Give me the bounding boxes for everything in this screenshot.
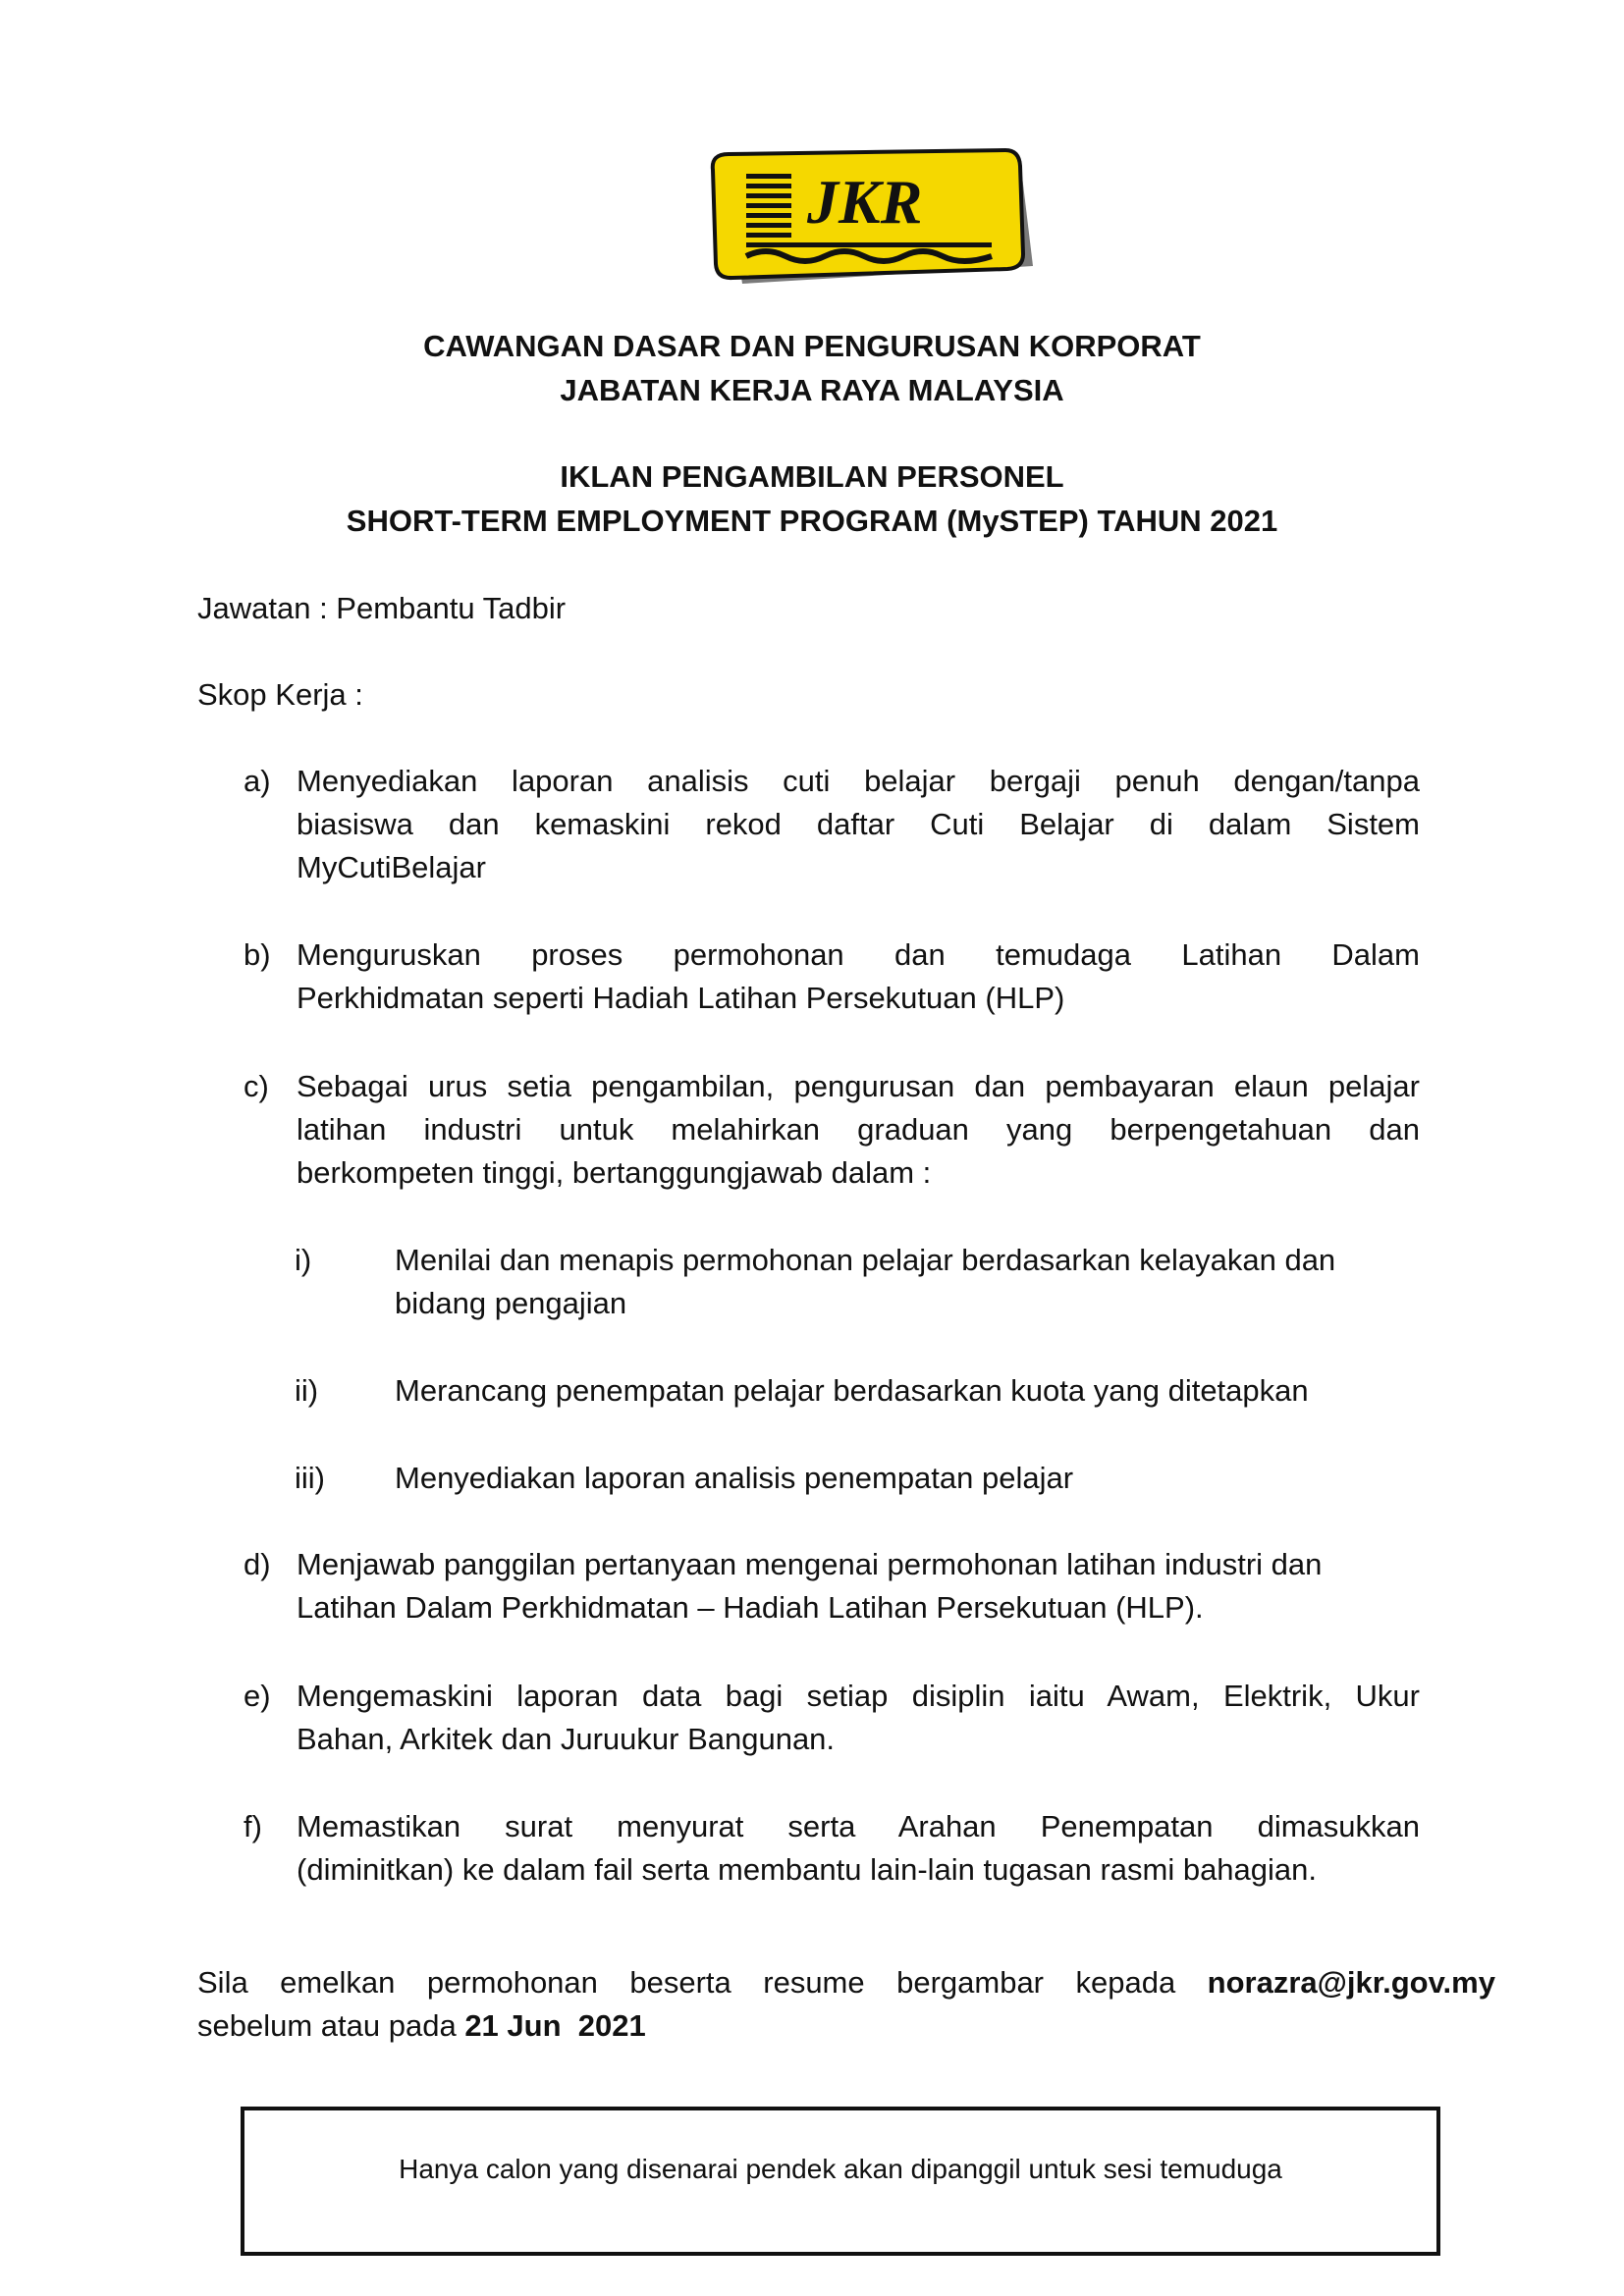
text-line: berkompeten tinggi, bertanggungjawab dalam : xyxy=(297,1155,932,1190)
text-word: bergambar xyxy=(896,1965,1045,2000)
instructions-line-1 xyxy=(197,1961,1495,2004)
shortlist-notice-text: Hanya calon yang disenarai pendek akan dipanggil untuk sesi temuduga xyxy=(399,2154,1282,2184)
text-line: (diminitkan) ke dalam fail serta membantu lain-lain tugasan rasmi bahagian. xyxy=(297,1852,1318,1887)
list-marker: e) xyxy=(244,1679,271,1713)
text-line: Menjawab panggilan pertanyaan mengenai permohonan latihan industri dan xyxy=(297,1547,1323,1581)
header-ad-title: IKLAN PENGAMBILAN PERSONEL xyxy=(560,459,1064,494)
text-line: Sebagai urus setia pengambilan, pengurusan dan pembayaran elaun pelajar xyxy=(297,1069,1420,1103)
text-word: Sila xyxy=(197,1965,248,2000)
text-line: Bahan, Arkitek dan Juruukur Bangunan. xyxy=(297,1722,836,1756)
scope-label: Skop Kerja : xyxy=(197,677,363,712)
jkr-logo xyxy=(699,144,1033,292)
sub-list-marker: ii) xyxy=(295,1373,319,1408)
list-marker: b) xyxy=(244,937,271,972)
logo-text: JKR xyxy=(807,167,923,237)
text-word: resume xyxy=(763,1965,865,2000)
sub-list-marker: i) xyxy=(295,1243,312,1277)
position-line: Jawatan : Pembantu Tadbir xyxy=(197,591,567,625)
text-word: permohonan xyxy=(426,1965,598,2000)
list-marker: a) xyxy=(244,764,271,798)
application-instructions xyxy=(197,1961,1495,2048)
text-line: Menilai dan menapis permohonan pelajar berdasarkan kelayakan dan xyxy=(395,1243,1336,1277)
list-marker: c) xyxy=(244,1069,269,1103)
text-line: Menyediakan laporan analisis cuti belajar bergaji penuh dengan/tanpa xyxy=(297,764,1420,798)
text-line: Merancang penempatan pelajar berdasarkan kuota yang ditetapkan xyxy=(395,1373,1309,1408)
list-item-text xyxy=(297,760,1420,889)
text-word: kepada xyxy=(1075,1965,1176,2000)
header-agency: JABATAN KERJA RAYA MALAYSIA xyxy=(560,373,1064,407)
shortlist-notice-box xyxy=(241,2107,1440,2256)
text-line: latihan industri untuk melahirkan graduan yang berpengetahuan dan xyxy=(297,1112,1420,1147)
text-line: Perkhidmatan seperti Hadiah Latihan Persekutuan (HLP) xyxy=(297,981,1065,1015)
list-item-text xyxy=(297,1543,1420,1629)
list-item-text xyxy=(297,1675,1420,1761)
list-item-text xyxy=(297,1065,1420,1195)
text-line: bidang pengajian xyxy=(395,1286,627,1320)
text-line: Latihan Dalam Perkhidmatan – Hadiah Latihan Persekutuan (HLP). xyxy=(297,1590,1204,1625)
sub-list-marker: iii) xyxy=(295,1461,325,1495)
list-marker: d) xyxy=(244,1547,271,1581)
text-line: Menyediakan laporan analisis penempatan pelajar xyxy=(395,1461,1074,1495)
logo-baseline xyxy=(746,242,992,247)
sub-list-item-text xyxy=(395,1239,1420,1325)
text-word: emelkan xyxy=(280,1965,396,2000)
deadline-prefix: sebelum atau pada xyxy=(197,2008,465,2043)
text-line: biasiswa dan kemaskini rekod daftar Cuti Belajar di dalam Sistem xyxy=(297,807,1420,841)
sub-list-item-text xyxy=(395,1369,1420,1413)
list-item-text xyxy=(297,1805,1420,1892)
text-word: beserta xyxy=(629,1965,731,2000)
deadline-date: 21 Jun 2021 xyxy=(464,2008,646,2043)
text-line: Mengemaskini laporan data bagi setiap disiplin iaitu Awam, Elektrik, Ukur xyxy=(297,1679,1420,1713)
text-line: MyCutiBelajar xyxy=(297,850,486,884)
sub-list-item-text xyxy=(395,1457,1420,1500)
jkr-logo-graphic xyxy=(699,144,1033,292)
text-line: Menguruskan proses permohonan dan temudaga Latihan Dalam xyxy=(297,937,1420,972)
contact-email-link[interactable]: norazra@jkr.gov.my xyxy=(1207,1965,1495,2000)
text-line: Memastikan surat menyurat serta Arahan Penempatan dimasukkan xyxy=(297,1809,1420,1843)
list-item-text xyxy=(297,934,1420,1020)
header-program: SHORT-TERM EMPLOYMENT PROGRAM (MySTEP) TAHUN 2021 xyxy=(346,504,1278,538)
instructions-line-2 xyxy=(197,2004,1495,2048)
header-department: CAWANGAN DASAR DAN PENGURUSAN KORPORAT xyxy=(423,329,1201,363)
list-marker: f) xyxy=(244,1809,262,1843)
